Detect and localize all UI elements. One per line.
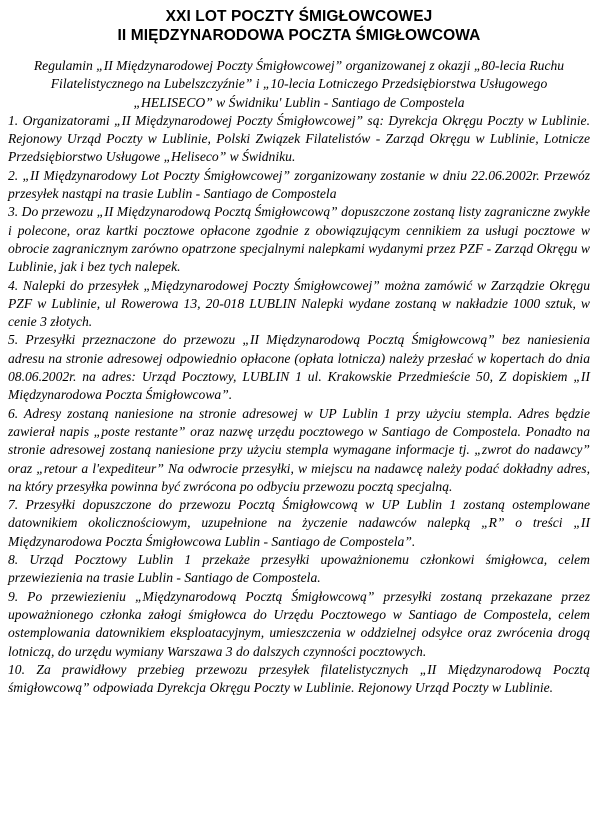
paragraph-7: 7. Przesyłki dopuszczone do przewozu Pocztą Śmigłowcową w UP Lublin 1 zostaną ostemplowane datownikiem okolicznościowym, uzupełnione na życzenie nadawców nalepką „R” o treści „II Międzynarodowa Poczta Śmigłowcowa Lublin - Santiago de Compostela”. [8,497,590,549]
paragraph-5: 5. Przesyłki przeznaczone do przewozu „II Międzynarodową Pocztą Śmigłowcową” bez naniesienia adresu na stronie adresowej odpowiednio opłacone (opłata lotnicza) należy przesłać w kopertach do dnia 08.06.2002r. na adres: Urząd Pocztowy, LUBLIN 1 ul. Krakowskie Przedmieście 50, Z dopiskiem „II Międzynarodowa Poczta Śmigłowcowa”. [8,332,590,403]
paragraph-6: 6. Adresy zostaną naniesione na stronie adresowej w UP Lublin 1 przy użyciu stempla. Adres będzie zawierał napis „poste restante” oraz nazwę urzędu pocztowego w Santiago de Compostela. Ponadto na stronie adresowej zostaną naniesione przy użyciu stempla wymagane informacje tj. „zwrot do nadawcy” oraz „retour a l'expediteur” Na odwrocie przesyłki, w miejscu na nadawcę należy podać dokładny adres, na który przesyłka powinna być zwrócona po odbyciu przewozu pocztą specjalną. [8,405,590,494]
document-title-line1: XXI LOT POCZTY ŚMIGŁOWCOWEJ [165,8,433,25]
paragraph-8: 8. Urząd Pocztowy Lublin 1 przekaże przesyłki upoważnionemu członkowi śmigłowca, celem przewiezienia na trasie Lublin - Santiago de Compostela. [8,552,590,586]
paragraph-9: 9. Po przewiezieniu „Międzynarodową Pocztą Śmigłowcową” przesyłki zostaną przekazane przez upoważnionego członka załogi śmigłowca do Urzędu Pocztowego w Santiago de Compostela, celem ostemplowania datownikiem eksploatacyjnym, umieszczenia w oddzielnej odsyłce oraz zwrócenia drogą lotniczą, do urzędu wymiany Warszawa 3 do dalszych czynności pocztowych. [8,588,590,659]
paragraph-10: 10. Za prawidłowy przebieg przewozu przesyłek filatelistycznych „II Międzynarodową Pocztą śmigłowcową” odpowiada Dyrekcja Okręgu Poczty w Lublinie. Rejonowy Urząd Poczty w Lublinie. [8,661,590,696]
paragraph-1: 1. Organizatorami „II Międzynarodowej Poczty Śmigłowcowej” są: Dyrekcja Okręgu Poczty w Lublinie. Rejonowy Urząd Poczty w Lublinie, Polski Związek Filatelistów - Zarząd Okręgu w Lublinie, Lotnicze Przedsiębiorstwo Usługowe „Heliseco” w Świdniku. [8,112,590,165]
paragraph-3: 3. Do przewozu „II Międzynarodową Pocztą Śmigłowcową” dopuszczone zostaną listy zagraniczne zwykłe i polecone, oraz kartki pocztowe opłacone zgodnie z obowiązującym cennikiem za usługi pocztowe w obrocie zagranicznym zarówno opatrzone specjalnymi nalepkami wydanymi przez PZF - Zarząd Okręgu w Lublinie, jak i bez tych nalepek. [8,204,590,275]
paragraph-4: 4. Nalepki do przesyłek „Międzynarodowej Poczty Śmigłowcowej” można zamówić w Zarządzie Okręgu PZF w Lublinie, ul Rowerowa 13, 20-018 LUBLIN Nalepki wydane zostaną w nakładzie 1000 sztuk, w cenie 3 złotych. [8,277,590,330]
regulation-intro: Regulamin „II Międzynarodowej Poczty Śmigłowcowej” organizowanej z okazji „80-lecia Ruchu Filatelistycznego na Lubelszczyźnie” i „10-lecia Lotniczego Przedsiębiorstwa Usługowego „HELISECO” w Świdniku' Lublin - Santiago de Compostela [33,58,565,110]
document-title-line2: II MIĘDZYNARODOWA POCZTA ŚMIGŁOWCOWA [117,27,481,44]
paragraph-2: 2. „II Międzynarodowy Lot Poczty Śmigłowcowej” zorganizowany zostanie w dniu 22.06.2002r. Przewóz przesyłek nastąpi na trasie Lublin - Santiago de Compostela [8,167,590,202]
